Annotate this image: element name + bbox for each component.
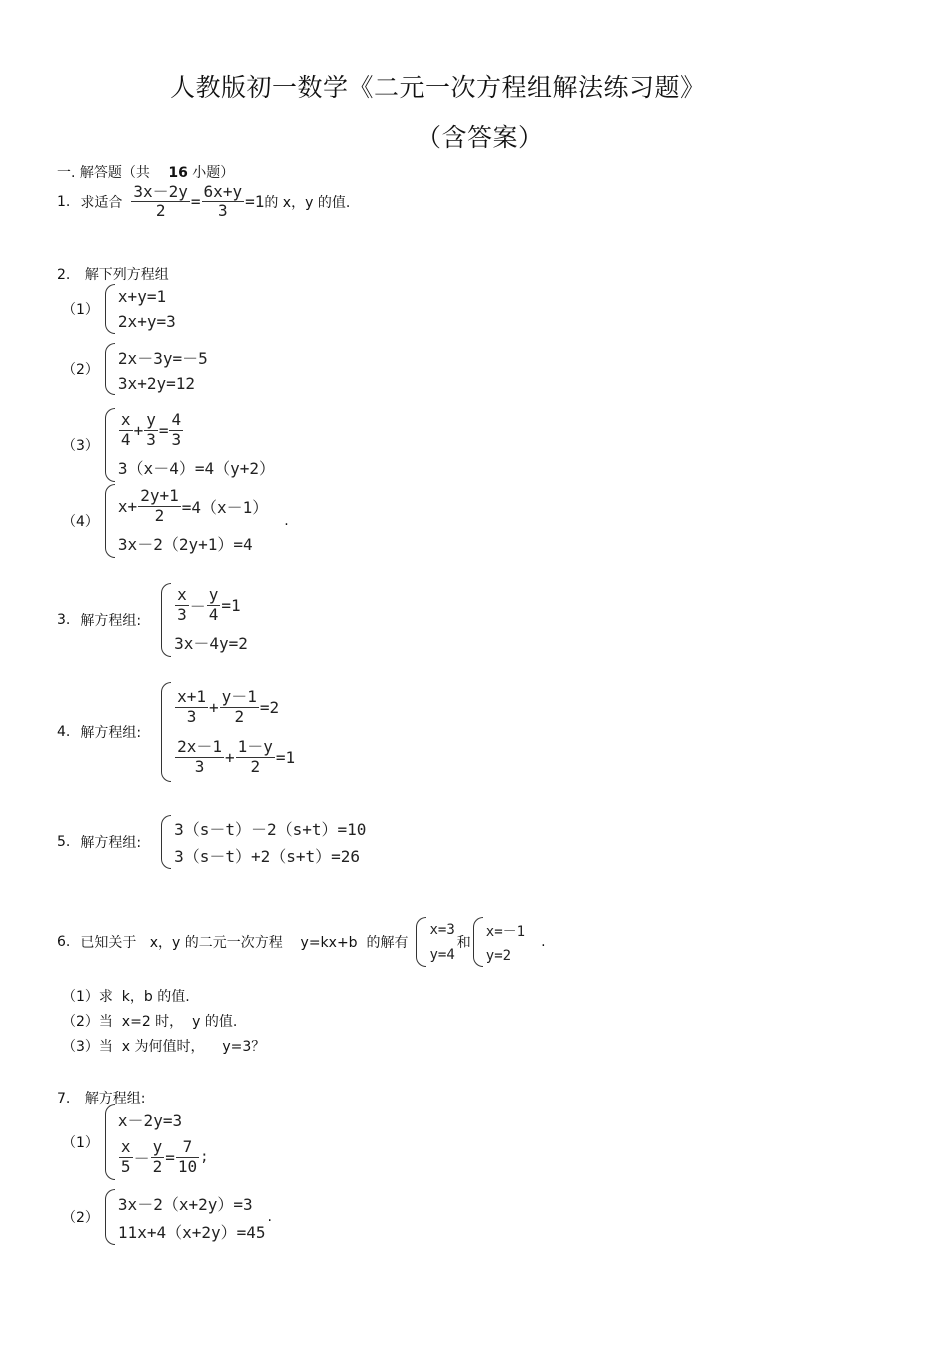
part-label: （2）	[62, 362, 99, 378]
denominator: 3	[186, 706, 197, 726]
question-2	[57, 264, 169, 284]
denominator: 10	[177, 1156, 198, 1176]
numerator: y	[208, 585, 219, 605]
question-1	[57, 183, 350, 221]
denominator: 3	[171, 429, 182, 449]
fraction	[175, 688, 208, 726]
equation-line: x=－1	[485, 923, 526, 940]
end-period: .	[267, 1209, 272, 1225]
denominator: 4	[208, 604, 219, 624]
numerator: y－1	[221, 687, 257, 707]
numerator: y	[152, 1137, 163, 1157]
denominator: 2	[154, 505, 165, 525]
equation-line: y=2	[485, 947, 512, 964]
section-suffix: 小题）	[192, 165, 235, 181]
equation-line: 3（s－t）+2（s+t）=26	[174, 847, 361, 866]
equation-line	[174, 586, 248, 624]
question-number: 4.	[57, 724, 71, 740]
equation-line: 3x+2y=12	[117, 373, 195, 393]
question-text: 解下列方程组	[84, 267, 169, 283]
denominator: 4	[120, 429, 131, 449]
equation-system	[105, 484, 268, 558]
brace-icon	[105, 1104, 115, 1180]
numerator: 2y+1	[140, 486, 179, 506]
fraction	[202, 183, 245, 221]
numerator: y	[146, 410, 156, 430]
numerator: 1－y	[237, 737, 273, 757]
brace-icon	[416, 917, 426, 967]
question-3	[57, 583, 248, 657]
question-text: 已知关于 x，y 的二元一次方程 y=kx+b 的解有	[80, 935, 409, 951]
denominator: 2	[155, 201, 166, 221]
minus-sign: －	[133, 1148, 150, 1168]
numerator: x	[120, 410, 131, 430]
equation-system	[105, 1189, 266, 1245]
equation-system	[161, 815, 366, 869]
equation-system	[161, 583, 248, 657]
question-text: 求适合	[80, 194, 123, 211]
question-number: 6.	[57, 934, 71, 950]
plus-sign: +	[224, 747, 235, 767]
fraction	[144, 411, 158, 449]
equation-line: 3x－2（2y+1）=4	[117, 534, 253, 554]
part-label: （4）	[62, 514, 99, 530]
equation-system	[105, 408, 275, 482]
section-header	[57, 162, 234, 182]
question-text: 解方程组:	[80, 725, 142, 741]
equation-line: 2x+y=3	[117, 312, 176, 331]
equation-line: 2x－3y=－5	[117, 348, 208, 368]
equation-part: =1	[275, 747, 296, 767]
fraction	[119, 1138, 133, 1176]
fraction	[236, 738, 275, 776]
plus-sign: +	[208, 697, 219, 717]
equation-line: 3（x－4）=4（y+2）	[117, 458, 275, 478]
question-text: 解方程组:	[80, 613, 142, 629]
q2-part-2	[62, 343, 208, 395]
fraction	[151, 1138, 165, 1176]
equation-line	[118, 487, 268, 525]
denominator: 2	[250, 756, 261, 776]
conjunction: 和	[456, 935, 471, 951]
q6-sub-1: （1）求 k，b 的值.	[62, 989, 190, 1005]
denominator: 5	[120, 1156, 131, 1176]
question-tail: 的 x，y 的值.	[264, 194, 351, 211]
equation-line	[118, 1138, 209, 1176]
equation-system	[105, 343, 208, 395]
question-number: 1.	[57, 193, 71, 210]
part-label: （3）	[62, 438, 99, 454]
fraction	[175, 586, 189, 624]
question-text: 解方程组:	[84, 1091, 146, 1107]
brace-icon	[105, 1189, 115, 1245]
section-prefix: 一. 解答题（共	[57, 165, 150, 181]
fraction	[138, 487, 181, 525]
equation-tail: =1	[245, 192, 265, 212]
question-4	[57, 682, 295, 782]
brace-icon	[105, 284, 115, 334]
question-text: 解方程组:	[80, 835, 142, 851]
question-5	[57, 815, 366, 869]
numerator: 6x+y	[203, 182, 243, 201]
q7-part-2	[62, 1189, 272, 1245]
fraction	[131, 183, 190, 221]
numerator: 2x－1	[177, 737, 222, 757]
numerator: 7	[176, 1138, 199, 1157]
question-number: 5.	[57, 834, 71, 850]
fraction	[175, 738, 224, 776]
equation-part: =2	[259, 697, 280, 717]
end-semicolon: ;	[200, 1149, 209, 1166]
fraction	[119, 411, 133, 449]
fraction	[176, 1138, 199, 1176]
equation-line: x+y=1	[117, 287, 167, 306]
equation-part: x+	[117, 496, 138, 516]
numerator: x+1	[177, 687, 206, 707]
equation-line: 3x－2（x+2y）=3	[117, 1194, 253, 1214]
fraction	[220, 688, 259, 726]
equation-system	[416, 917, 454, 967]
brace-icon	[105, 343, 115, 395]
question-6	[57, 917, 546, 967]
question-number: 7.	[57, 1091, 71, 1107]
brace-icon	[105, 484, 115, 558]
equation-line: y=4	[429, 946, 455, 963]
minus-sign: －	[189, 596, 206, 616]
fraction	[207, 586, 221, 624]
page-subtitle: （含答案）	[416, 123, 544, 152]
equation-line: x=3	[429, 921, 455, 938]
equation-line: x－2y=3	[117, 1110, 183, 1130]
q2-part-4	[62, 484, 289, 558]
equation-part: =1	[221, 595, 241, 615]
question-number: 2.	[57, 267, 71, 283]
equation-line: 3x－4y=2	[174, 633, 248, 653]
numerator: 4	[171, 410, 182, 430]
plus-sign: +	[133, 420, 144, 440]
equation-line: 3（s－t）－2（s+t）=10	[174, 820, 367, 839]
denominator: 3	[217, 201, 228, 221]
equation-system	[473, 917, 525, 967]
denominator: 2	[234, 706, 245, 726]
equation-system	[105, 284, 176, 334]
end-period: .	[284, 513, 289, 529]
denominator: 3	[146, 429, 156, 449]
equation-line	[118, 411, 275, 449]
q6-sub-2: （2）当 x=2 时， y 的值.	[62, 1014, 238, 1030]
equation-line: 11x+4（x+2y）=45	[117, 1222, 266, 1242]
denominator: 3	[194, 756, 205, 776]
part-label: （2）	[62, 1210, 99, 1226]
denominator: 3	[177, 604, 187, 624]
brace-icon	[161, 682, 171, 782]
equation-line	[174, 688, 295, 726]
equation-system	[105, 1104, 209, 1180]
question-number: 3.	[57, 612, 71, 628]
brace-icon	[161, 815, 171, 869]
equation-line	[174, 738, 295, 776]
part-label: （1）	[62, 1135, 99, 1151]
q6-sub-3: （3）当 x 为何值时， y=3？	[62, 1039, 266, 1055]
brace-icon	[105, 408, 115, 482]
brace-icon	[161, 583, 171, 657]
page-title: 人教版初一数学《二元一次方程组解法练习题》	[170, 73, 706, 102]
q2-part-1	[62, 284, 176, 334]
fraction	[169, 411, 183, 449]
equals-sign: =	[165, 1147, 175, 1167]
denominator: 2	[152, 1156, 163, 1176]
part-label: （1）	[62, 302, 99, 318]
end-period: .	[541, 934, 546, 950]
q2-part-3	[62, 408, 275, 482]
numerator: 3x－2y	[133, 182, 188, 201]
equation-system	[161, 682, 295, 782]
equals-sign: =	[190, 192, 201, 212]
equals-sign: =	[158, 420, 169, 440]
brace-icon	[473, 917, 483, 967]
numerator: x	[177, 585, 187, 605]
equation-part: =4（x－1）	[181, 497, 269, 517]
section-count: 16	[168, 165, 188, 181]
numerator: x	[120, 1137, 131, 1157]
q7-part-1	[62, 1104, 209, 1180]
